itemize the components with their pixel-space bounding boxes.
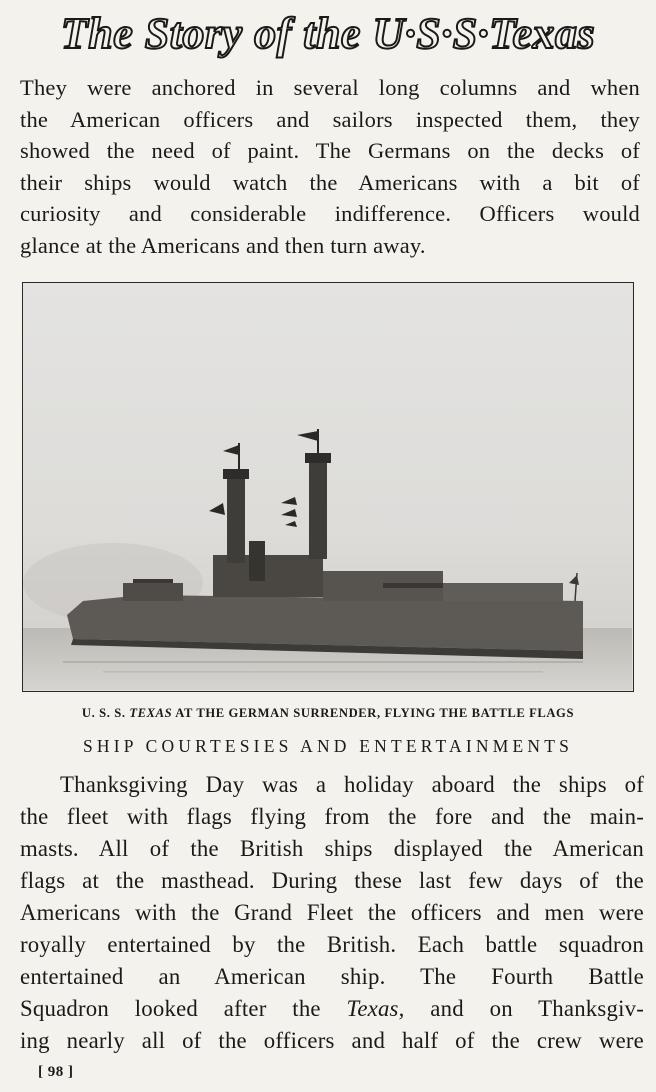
caption-ship-name: TEXAS — [129, 706, 173, 720]
caption-suffix: AT THE GERMAN SURRENDER, FLYING THE BATTLE FLAGS — [175, 706, 575, 720]
text-line: curiosity and considerable indifference. Officers would — [20, 201, 640, 227]
text-line: Americans with the Grand Fleet the officers and men were — [20, 900, 644, 925]
section-heading: SHIP COURTESIES AND ENTERTAINMENTS — [82, 736, 574, 756]
caption-prefix: U. S. S. — [81, 706, 126, 720]
battleship-illustration — [23, 283, 632, 690]
text-line: royally entertained by the British. Each battle squadron — [20, 932, 644, 957]
text-line: the American officers and sailors inspected them, they — [20, 106, 640, 132]
text-line: flags at the masthead. During these last few days of the — [20, 868, 644, 893]
photo-caption — [0, 706, 656, 721]
text-line: They were anchored in several long columns and when — [20, 75, 640, 100]
text-run: Squadron looked after the — [20, 996, 347, 1021]
text-line: entertained an American ship. The Fourth Battle — [20, 964, 644, 989]
body-paragraph — [20, 769, 644, 1057]
text-line — [20, 993, 644, 1025]
text-line: masts. All of the British ships displayed the American — [20, 836, 644, 861]
text-line: their ships would watch the Americans with a bit of — [20, 169, 640, 195]
battleship-photograph — [22, 282, 634, 692]
page-number: [ 98 ] — [38, 1064, 74, 1080]
text-line: showed the need of paint. The Germans on the decks of — [20, 138, 640, 164]
intro-paragraph — [20, 72, 640, 262]
running-header: The Story of the U·S·S·Texas — [60, 9, 596, 58]
ship-name-italic: Texas, — [346, 996, 405, 1021]
text-run: and on Thanksgiv- — [404, 996, 644, 1021]
text-line: the fleet with flags flying from the fore and the main- — [20, 804, 644, 829]
text-line: glance at the Americans and then turn away. — [20, 232, 426, 258]
text-line: ing nearly all of the officers and half of the crew were — [20, 1028, 644, 1053]
text-line: Thanksgiving Day was a holiday aboard the ships of — [60, 772, 644, 797]
